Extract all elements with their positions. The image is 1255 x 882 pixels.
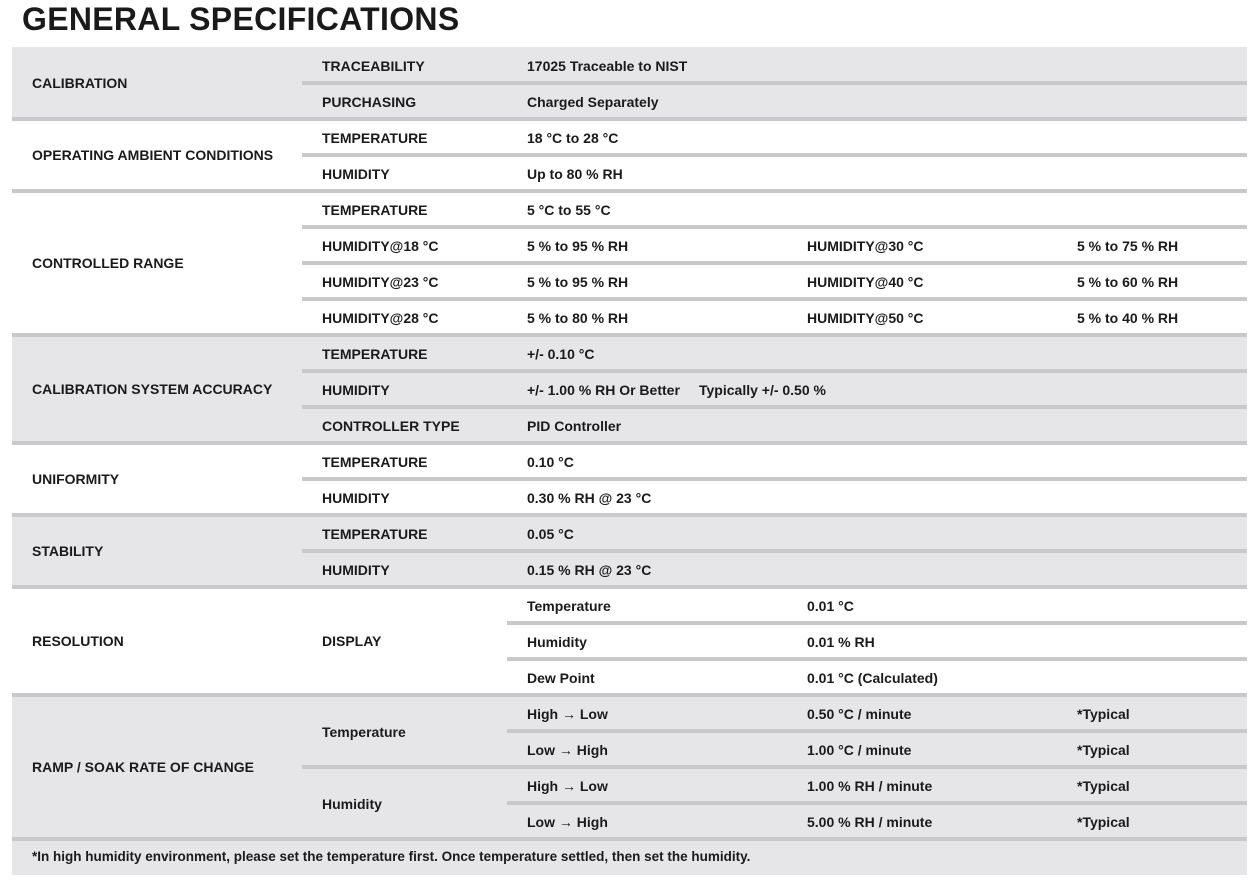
param-label: HUMIDITY — [322, 166, 390, 182]
group-label: DISPLAY — [322, 633, 382, 649]
display-item: Humidity — [527, 634, 587, 650]
section-label: CALIBRATION SYSTEM ACCURACY — [32, 381, 273, 397]
section-label: STABILITY — [32, 543, 104, 559]
rate-value: 1.00 % RH / minute — [807, 778, 933, 794]
param-note: Typically +/- 0.50 % — [699, 382, 826, 398]
param-value: 0.05 °C — [527, 526, 574, 542]
row-divider — [302, 549, 1247, 553]
display-item: Dew Point — [527, 670, 595, 686]
section-divider — [12, 693, 1247, 697]
rate-note: *Typical — [1077, 778, 1130, 794]
rate-direction: Low → High — [527, 742, 608, 758]
param-value: 5 % to 60 % RH — [1077, 274, 1179, 290]
param-label: TEMPERATURE — [322, 202, 428, 218]
param-label: HUMIDITY@50 °C — [807, 310, 924, 326]
param-label: PURCHASING — [322, 94, 417, 110]
param-label: HUMIDITY — [322, 382, 390, 398]
param-value: 0.15 % RH @ 23 °C — [527, 562, 652, 578]
param-value: 5 % to 80 % RH — [527, 310, 629, 326]
param-value: 5 % to 95 % RH — [527, 274, 629, 290]
param-label: TEMPERATURE — [322, 346, 428, 362]
row-divider — [302, 225, 1247, 229]
row-divider — [302, 81, 1247, 85]
rate-value: 0.50 °C / minute — [807, 706, 912, 722]
section-label: CONTROLLED RANGE — [32, 255, 184, 271]
param-value: 17025 Traceable to NIST — [527, 58, 688, 74]
section-6-band — [12, 587, 1247, 695]
param-value: Up to 80 % RH — [527, 166, 623, 182]
footnote: *In high humidity environment, please set the temperature first. Once temperature settled, then set the humidity. — [32, 849, 751, 864]
section-divider — [12, 333, 1247, 337]
section-label: UNIFORMITY — [32, 471, 120, 487]
section-label: OPERATING AMBIENT CONDITIONS — [32, 147, 274, 163]
row-divider — [302, 297, 1247, 301]
param-value: +/- 0.10 °C — [527, 346, 595, 362]
rate-direction: High → Low — [527, 778, 608, 794]
param-value: 18 °C to 28 °C — [527, 130, 619, 146]
param-value: 5 % to 75 % RH — [1077, 238, 1179, 254]
param-label: HUMIDITY@28 °C — [322, 310, 439, 326]
rate-value: 5.00 % RH / minute — [807, 814, 933, 830]
row-divider — [507, 657, 1247, 661]
row-divider — [302, 153, 1247, 157]
param-value: Charged Separately — [527, 94, 659, 110]
group-divider — [302, 765, 1247, 769]
rate-note: *Typical — [1077, 814, 1130, 830]
param-label: TRACEABILITY — [322, 58, 425, 74]
param-value: 5 °C to 55 °C — [527, 202, 611, 218]
rate-note: *Typical — [1077, 742, 1130, 758]
display-item: Temperature — [527, 598, 611, 614]
row-divider — [507, 621, 1247, 625]
row-divider — [302, 369, 1247, 373]
param-value: 0.30 % RH @ 23 °C — [527, 490, 652, 506]
param-label: HUMIDITY@30 °C — [807, 238, 924, 254]
param-value: PID Controller — [527, 418, 622, 434]
section-divider — [12, 585, 1247, 589]
param-value: 5 % to 40 % RH — [1077, 310, 1179, 326]
param-value: 5 % to 95 % RH — [527, 238, 629, 254]
row-divider — [507, 729, 1247, 733]
section-divider — [12, 441, 1247, 445]
display-value: 0.01 % RH — [807, 634, 875, 650]
section-divider — [12, 117, 1247, 121]
row-divider — [507, 801, 1247, 805]
param-label: HUMIDITY@18 °C — [322, 238, 439, 254]
param-label: TEMPERATURE — [322, 454, 428, 470]
rate-value: 1.00 °C / minute — [807, 742, 912, 758]
param-value: +/- 1.00 % RH Or Better — [527, 382, 680, 398]
display-value: 0.01 °C — [807, 598, 854, 614]
section-label: CALIBRATION — [32, 75, 128, 91]
section-divider — [12, 837, 1247, 841]
section-label: RAMP / SOAK RATE OF CHANGE — [32, 759, 254, 775]
section-divider — [12, 189, 1247, 193]
row-divider — [302, 477, 1247, 481]
param-label: TEMPERATURE — [322, 526, 428, 542]
param-value: 0.10 °C — [527, 454, 574, 470]
param-label: HUMIDITY — [322, 562, 390, 578]
section-label: RESOLUTION — [32, 633, 124, 649]
param-label: HUMIDITY@40 °C — [807, 274, 924, 290]
param-label: CONTROLLER TYPE — [322, 418, 460, 434]
rate-direction: Low → High — [527, 814, 608, 830]
page-title: GENERAL SPECIFICATIONS — [22, 1, 460, 37]
display-value: 0.01 °C (Calculated) — [807, 670, 938, 686]
rate-note: *Typical — [1077, 706, 1130, 722]
group-label: Humidity — [322, 796, 382, 812]
param-label: HUMIDITY — [322, 490, 390, 506]
row-divider — [302, 261, 1247, 265]
row-divider — [302, 405, 1247, 409]
param-label: TEMPERATURE — [322, 130, 428, 146]
group-label: Temperature — [322, 724, 406, 740]
param-label: HUMIDITY@23 °C — [322, 274, 439, 290]
rate-direction: High → Low — [527, 706, 608, 722]
section-divider — [12, 513, 1247, 517]
